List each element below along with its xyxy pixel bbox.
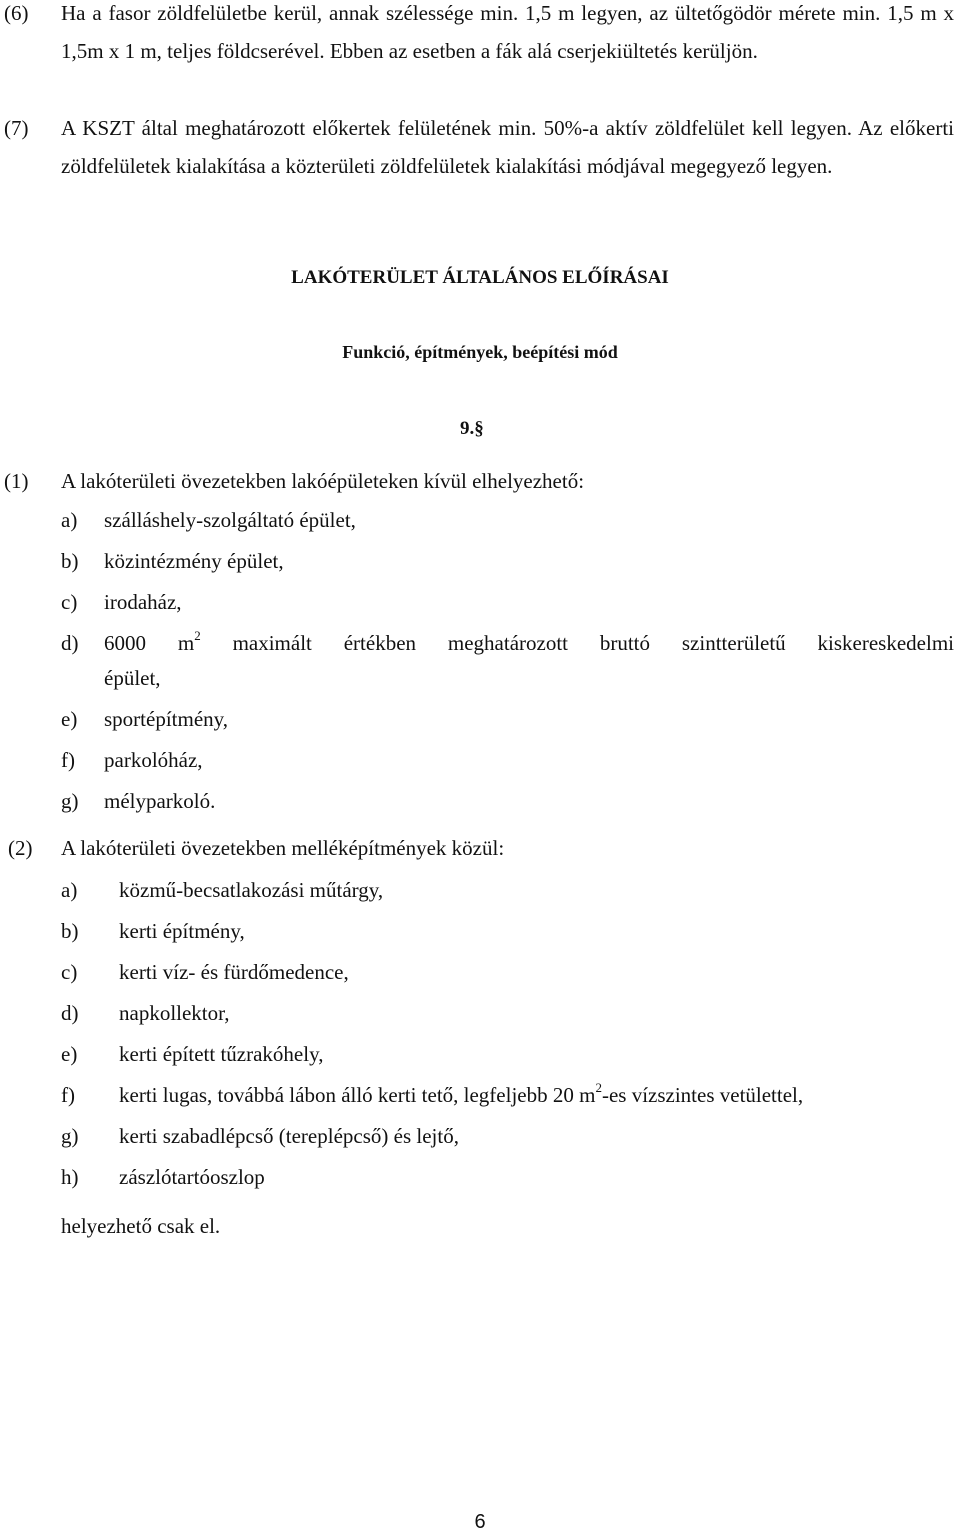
list-item-text: parkolóház, bbox=[104, 748, 203, 772]
page-number: 6 bbox=[474, 1511, 486, 1533]
paragraph-2 bbox=[0, 829, 958, 867]
paragraph-number: (1) bbox=[4, 469, 29, 493]
superscript: 2 bbox=[194, 628, 201, 643]
section-number: 9.§ bbox=[460, 418, 484, 439]
list-item-label: e) bbox=[61, 707, 78, 731]
list-item-text: irodaház, bbox=[104, 590, 182, 614]
list-item-text: kerti víz- és fürdőmedence, bbox=[119, 960, 349, 984]
list-item-text: közintézmény épület, bbox=[104, 549, 284, 573]
list-item-label: e) bbox=[61, 1042, 78, 1066]
list-item-label: a) bbox=[61, 508, 78, 532]
list-item-label: d) bbox=[61, 631, 79, 655]
list-item-label: f) bbox=[61, 1083, 75, 1107]
paragraph-number: (7) bbox=[4, 116, 29, 140]
list-item-continuation: épület, bbox=[104, 666, 161, 690]
paragraph-text: Ha a fasor zöldfelületbe kerül, annak szélessége min. 1,5 m legyen, az ültetőgödör mérete min. 1,5 m x 1,5m x 1 m, teljes földcserével. Ebben az esetben a fák alá cserjekiültetés kerüljön. bbox=[61, 1, 954, 63]
list-item-label: g) bbox=[61, 1124, 79, 1148]
paragraph-text: A lakóterületi övezetekben melléképítmények közül: bbox=[61, 836, 505, 860]
paragraph-text: A lakóterületi övezetekben lakóépületeken kívül elhelyezhető: bbox=[61, 469, 585, 493]
paragraph-text: A KSZT által meghatározott előkertek felületének min. 50%-a aktív zöldfelület kell legyen. Az előkerti zöldfelületek kialakítása a közterületi zöldfelületek kialakítási módjával megegyező legyen. bbox=[61, 116, 954, 178]
list-item-label: b) bbox=[61, 919, 79, 943]
section-heading: LAKÓTERÜLET ÁLTALÁNOS ELŐÍRÁSAI bbox=[291, 267, 669, 288]
paragraph-number: (6) bbox=[4, 1, 29, 25]
list-item-text: 6000 $m^2$ maximált értékben meghatározott bruttó szintterületű kiskereskedelmi bbox=[104, 628, 954, 655]
paragraph-7 bbox=[0, 109, 958, 223]
list-item-text: napkollektor, bbox=[119, 1001, 230, 1025]
list-item-label: c) bbox=[61, 590, 78, 614]
closing-text: helyezhető csak el. bbox=[61, 1214, 221, 1238]
list-item-text: kerti épített tűzrakóhely, bbox=[119, 1042, 324, 1066]
list-item-text: közmű-becsatlakozási műtárgy, bbox=[119, 878, 384, 902]
list-item-text: szálláshely-szolgáltató épület, bbox=[104, 508, 356, 532]
list-item-text: mélyparkoló. bbox=[104, 789, 216, 813]
paragraph-number: (2) bbox=[8, 836, 33, 860]
paragraph-1 bbox=[0, 462, 958, 500]
list-item-label: c) bbox=[61, 960, 78, 984]
superscript: 2 bbox=[595, 1080, 602, 1095]
list-item-label: b) bbox=[61, 549, 79, 573]
list-item-text: kerti szabadlépcső (tereplépcső) és lejtő, bbox=[119, 1124, 459, 1148]
list-item-text: kerti lugas, továbbá lábon álló kerti tető, legfeljebb 20 $m^2-es$ vízszintes vetülettel, bbox=[119, 1080, 804, 1107]
list-item bbox=[0, 626, 958, 698]
list-item-text: kerti építmény, bbox=[119, 919, 245, 943]
section-subheading: Funkció, építmények, beépítési mód bbox=[342, 342, 618, 362]
list-item-label: d) bbox=[61, 1001, 79, 1025]
paragraph-6 bbox=[0, 0, 958, 108]
list-item-text: sportépítmény, bbox=[104, 707, 229, 731]
list-item-label: g) bbox=[61, 789, 79, 813]
list-item-text: zászlótartóoszlop bbox=[119, 1165, 265, 1189]
list-item-label: h) bbox=[61, 1165, 79, 1189]
list-item-label: f) bbox=[61, 748, 75, 772]
list-item-label: a) bbox=[61, 878, 78, 902]
